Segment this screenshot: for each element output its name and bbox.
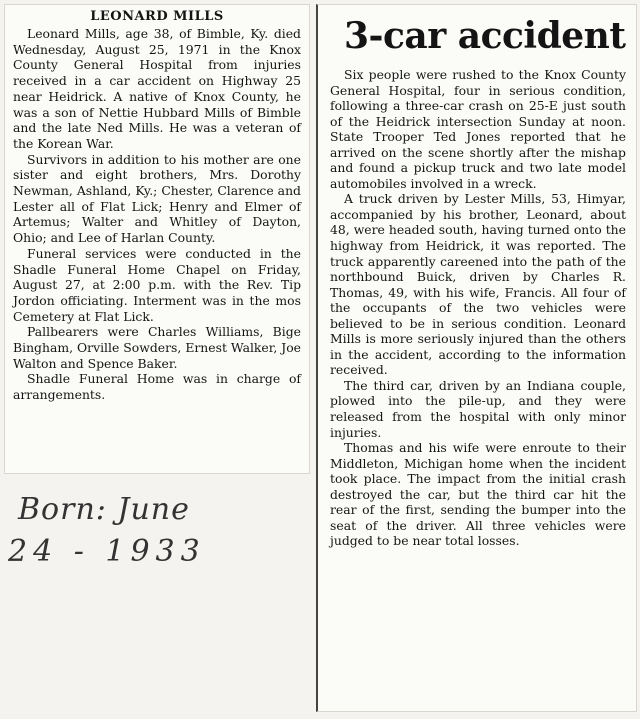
obituary-clipping	[4, 4, 310, 474]
obituary-body	[13, 26, 301, 403]
article-paragraph: A truck driven by Lester Mills, 53, Himyar, accompanied by his brother, Leonard, about 48, were headed south, having turned onto the highway from Heidrick, it was reported. The truck apparently careened into the path of the northbound Buick, driven by Charles R. Thomas, 49, with his wife, Francis. All four of the occupants of the two vehicles were believed to be in serious condition. Leonard Mills is more seriously injured than the others in the accident, according to the information received.	[330, 191, 626, 378]
accident-article-clipping	[316, 4, 637, 712]
handwritten-born-line: Born: June	[18, 492, 190, 527]
obituary-title: LEONARD MILLS	[90, 9, 224, 24]
obituary-paragraph: Survivors in addition to his mother are one sister and eight brothers, Mrs. Dorothy Newman, Ashland, Ky.; Chester, Clarence and Lester all of Flat Lick; Henry and Elmer of Artemus; Walter and Whitley of Dayton, Ohio; and Lee of Harlan County.	[13, 151, 301, 246]
handwritten-date-line: 24 - 1933	[8, 534, 206, 569]
obituary-paragraph: Leonard Mills, age 38, of Bimble, Ky. died Wednesday, August 25, 1971 in the Knox County General Hospital from injuries received in a car accident on Highway 25 near Heidrick. A native of Knox County, he was a son of Nettie Hubbard Mills of Bimble and the late Ned Mills. He was a veteran of the Korean War.	[13, 26, 301, 151]
article-paragraph: The third car, driven by an Indiana couple, plowed into the pile-up, and they were released from the hospital with only minor injuries.	[330, 377, 626, 440]
obituary-paragraph: Pallbearers were Charles Williams, Bige Bingham, Orville Sowders, Ernest Walker, Joe Walton and Spence Baker.	[13, 324, 301, 371]
obituary-paragraph: Shadle Funeral Home was in charge of arrangements.	[13, 371, 301, 403]
handwritten-note	[8, 488, 308, 588]
article-body	[330, 67, 626, 549]
article-headline: 3-car accident	[344, 15, 626, 57]
article-paragraph: Six people were rushed to the Knox County General Hospital, four in serious condition, following a three-car crash on 25-E just south of the Heidrick intersection Sunday at noon. State Trooper Ted Jones reported that he arrived on the scene shortly after the mishap and found a pickup truck and two late model automobiles involved in a wreck.	[330, 67, 626, 191]
article-paragraph: Thomas and his wife were enroute to their Middleton, Michigan home when the incident took place. The impact from the initial crash destroyed the car, but the third car hit the rear of the first, sending the bumper into the seat of the driver. All three vehicles were judged to be near total losses.	[330, 440, 626, 549]
obituary-paragraph: Funeral services were conducted in the Shadle Funeral Home Chapel on Friday, August 27, at 2:00 p.m. with the Rev. Tip Jordon officiating. Interment was in the mos Cemetery at Flat Lick.	[13, 245, 301, 324]
